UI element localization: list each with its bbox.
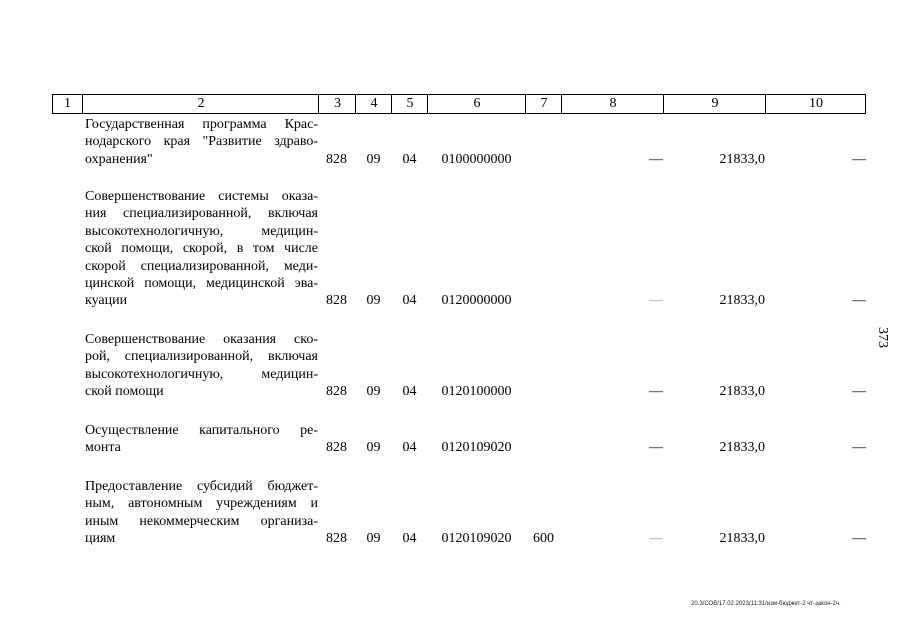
cell-col-8: — — [649, 293, 663, 308]
description-line: рой, специализированной, включая — [85, 349, 318, 365]
table-header — [52, 94, 866, 114]
cell-ved: 828 — [326, 531, 347, 546]
cell-col-8: — — [649, 440, 663, 455]
header-col-2: 2 — [82, 95, 319, 113]
cell-col-8: — — [649, 152, 663, 167]
description-line: иным некоммерческим организа- — [85, 513, 318, 529]
description-line: цинской помощи, медицинской эва- — [85, 276, 318, 292]
description-line: охранения" — [85, 151, 153, 167]
cell-section: 09 — [366, 152, 381, 167]
header-col-7: 7 — [525, 95, 562, 113]
description-line: высокотехнологичную, медицин- — [85, 223, 318, 239]
description-line: ской помощи, скорой, в том числе — [85, 241, 318, 257]
header-col-9: 9 — [663, 95, 766, 113]
header-col-5: 5 — [391, 95, 428, 113]
description-line: Осуществление капитального ре- — [85, 423, 318, 438]
description-line: ным, автономным учреждениям и — [85, 496, 318, 512]
cell-ved: 828 — [326, 384, 347, 399]
header-col-6: 6 — [427, 95, 526, 113]
cell-col-10: — — [852, 531, 866, 546]
cell-target-code: 0120000000 — [441, 293, 512, 308]
description-line: монта — [85, 440, 121, 456]
cell-subsection: 04 — [402, 293, 417, 308]
cell-target-code: 0120109020 — [441, 531, 512, 546]
cell-target-code: 0100000000 — [441, 152, 512, 167]
cell-amount: 21833,0 — [719, 293, 765, 308]
row-description — [85, 188, 318, 310]
header-col-1: 1 — [64, 96, 71, 111]
cell-subsection: 04 — [402, 531, 417, 546]
row-description — [85, 116, 318, 168]
cell-ved: 828 — [326, 293, 347, 308]
cell-subsection: 04 — [402, 384, 417, 399]
header-col-8: 8 — [561, 95, 664, 113]
header-col-10: 10 — [765, 95, 866, 113]
cell-subsection: 04 — [402, 440, 417, 455]
cell-col-10: — — [852, 152, 866, 167]
description-line: Совершенствование системы оказа- — [85, 189, 318, 204]
description-line: Предоставление субсидий бюджет- — [85, 479, 318, 494]
cell-section: 09 — [366, 384, 381, 399]
cell-col-10: — — [852, 293, 866, 308]
cell-section: 09 — [366, 531, 381, 546]
cell-amount: 21833,0 — [719, 152, 765, 167]
document-footer: 20.3/СОВ/17.02.2023/11:31/изм-бюджет-2 чт-закон-2ч. — [691, 601, 841, 607]
cell-col-10: — — [852, 384, 866, 399]
description-line: Совершенствование оказания ско- — [85, 332, 318, 347]
description-line: ской помощи — [85, 384, 164, 400]
cell-ved: 828 — [326, 440, 347, 455]
description-line: куации — [85, 293, 128, 309]
header-col-3: 3 — [318, 95, 356, 113]
cell-target-code: 0120109020 — [441, 440, 512, 455]
description-line: циям — [85, 531, 116, 547]
cell-col-8: — — [649, 384, 663, 399]
cell-amount: 21833,0 — [719, 531, 765, 546]
header-col-4: 4 — [355, 95, 392, 113]
cell-col-10: — — [852, 440, 866, 455]
description-line: ния специализированной, включая — [85, 206, 318, 222]
description-line: нодарского края "Развитие здраво- — [85, 134, 318, 150]
description-line: скорой специализированной, меди- — [85, 258, 318, 274]
cell-section: 09 — [366, 440, 381, 455]
row-description — [85, 331, 318, 401]
cell-amount: 21833,0 — [719, 384, 765, 399]
cell-subsection: 04 — [402, 152, 417, 167]
cell-section: 09 — [366, 293, 381, 308]
cell-expense-type: 600 — [533, 531, 554, 546]
page-number: 373 — [875, 327, 890, 348]
description-line: Государственная программа Крас- — [85, 117, 318, 132]
cell-col-8: — — [649, 531, 663, 546]
description-line: высокотехнологичную, медицин- — [85, 366, 318, 382]
cell-amount: 21833,0 — [719, 440, 765, 455]
row-description — [85, 422, 318, 457]
cell-target-code: 0120100000 — [441, 384, 512, 399]
row-description — [85, 478, 318, 548]
cell-ved: 828 — [326, 152, 347, 167]
